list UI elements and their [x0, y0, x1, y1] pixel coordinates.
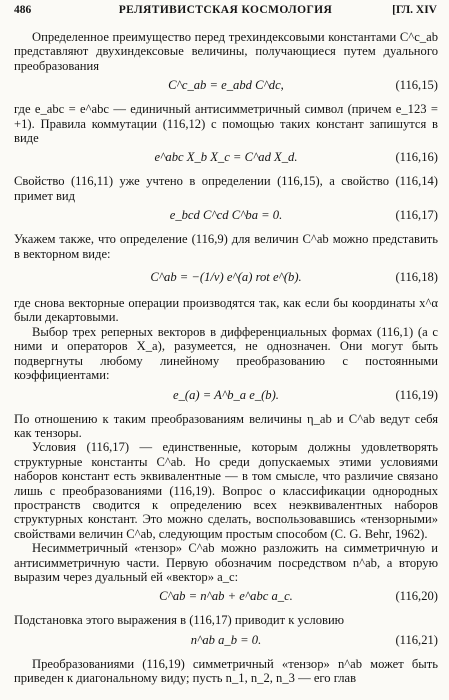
- paragraph-decomposition: Несимметричный «тензор» C^ab можно разложить на симметричную и антисимметричную части. Первую обозначим посредством n^ab, а вторую выразим через дуальный ей «вектор» a_c:: [14, 541, 438, 584]
- equation-formula: e_(a) = A^b_a e_(b).: [173, 387, 279, 402]
- equation-formula: e_bcd C^cd C^ba = 0.: [169, 208, 283, 223]
- equation-116-16: [14, 147, 438, 171]
- equation-116-17: [14, 205, 438, 229]
- equation-formula: e^abc X_b X_c = C^ad X_d.: [154, 150, 298, 165]
- paragraph-dual-transform: Определенное преимущество перед трехиндексовыми константами C^c_ab представляют двухиндексовые величины, получающиеся путем дуального преобразования: [14, 30, 438, 73]
- equation-number: (116,15): [395, 78, 438, 93]
- equation-number: (116,21): [395, 632, 438, 647]
- paragraph-repere-vectors: Выбор трех реперных векторов в дифференциальных формах (116,1) (а с ними и операторов X_a), разумеется, не однозначен. Они могут быть подвергнуты любому линейному преобразованию с постоянными коэффициентами:: [14, 324, 438, 383]
- paragraph-antisymmetric-symbol: где e_abc = e^abc — единичный антисимметричный символ (причем e_123 = +1). Правила коммутации (116,12) с помощью таких констант запишутся в виде: [14, 102, 438, 146]
- page-number: 486: [14, 4, 32, 16]
- paragraph-tensors: По отношению к таким преобразованиям величины η_ab и C^ab ведут себя как тензоры.: [14, 411, 438, 440]
- equation-number: (116,17): [395, 208, 438, 223]
- running-title: РЕЛЯТИВИСТСКАЯ КОСМОЛОГИЯ: [118, 4, 333, 16]
- equation-formula: C^c_ab = e_abd C^dc,: [168, 78, 284, 93]
- equation-number: (116,20): [395, 589, 438, 604]
- paragraph-conditions: Условия (116,17) — единственные, которым должны удовлетворять структурные константы C^ab. Но среди допускаемых этими условиями наборов констант есть эквивалентные — в том смысле, что различие связано лишь с преобразованиями (116,19). Вопрос о классификации однородных пространств сводится к определению всех неэквивалентных наборов структурных констант. Это можно сделать, воспользовавшись «тензорными» свойствами величин C^ab, следующим простым способом (C. G. Behr, 1962).: [14, 440, 438, 541]
- running-header: [14, 4, 437, 18]
- chapter-marker: [ГЛ. XIV: [392, 4, 437, 16]
- equation-116-15: [14, 75, 438, 99]
- paragraph-diagonalization: Преобразованиями (116,19) симметричный «тензор» n^ab может быть приведен к диагональному виду; пусть n_1, n_2, n_3 — его глав: [14, 656, 438, 686]
- equation-number: (116,18): [395, 270, 438, 285]
- equation-number: (116,19): [395, 387, 438, 402]
- equation-116-21: [14, 630, 438, 654]
- paragraph-vector-form: Укажем также, что определение (116,9) для величин C^ab можно представить в векторном виде:: [14, 232, 438, 261]
- equation-116-19: [14, 385, 438, 409]
- equation-116-18: [14, 263, 438, 293]
- paragraph-substitution: Подстановка этого выражения в (116,17) приводит к условию: [14, 613, 345, 628]
- equation-116-20: [14, 586, 438, 610]
- equation-formula: C^ab = n^ab + e^abc a_c.: [159, 589, 293, 604]
- paragraph-cartesian: где снова векторные операции производятся так, как если бы координаты x^α были декартовыми.: [14, 296, 438, 325]
- equation-number: (116,16): [395, 150, 438, 165]
- equation-formula: n^ab a_b = 0.: [190, 632, 262, 647]
- page-body: [14, 30, 438, 686]
- paragraph-property: Свойство (116,11) уже учтено в определении (116,15), а свойство (116,14) примет вид: [14, 174, 438, 203]
- equation-formula: C^ab = −(1/v) e^(a) rot e^(b).: [150, 270, 302, 285]
